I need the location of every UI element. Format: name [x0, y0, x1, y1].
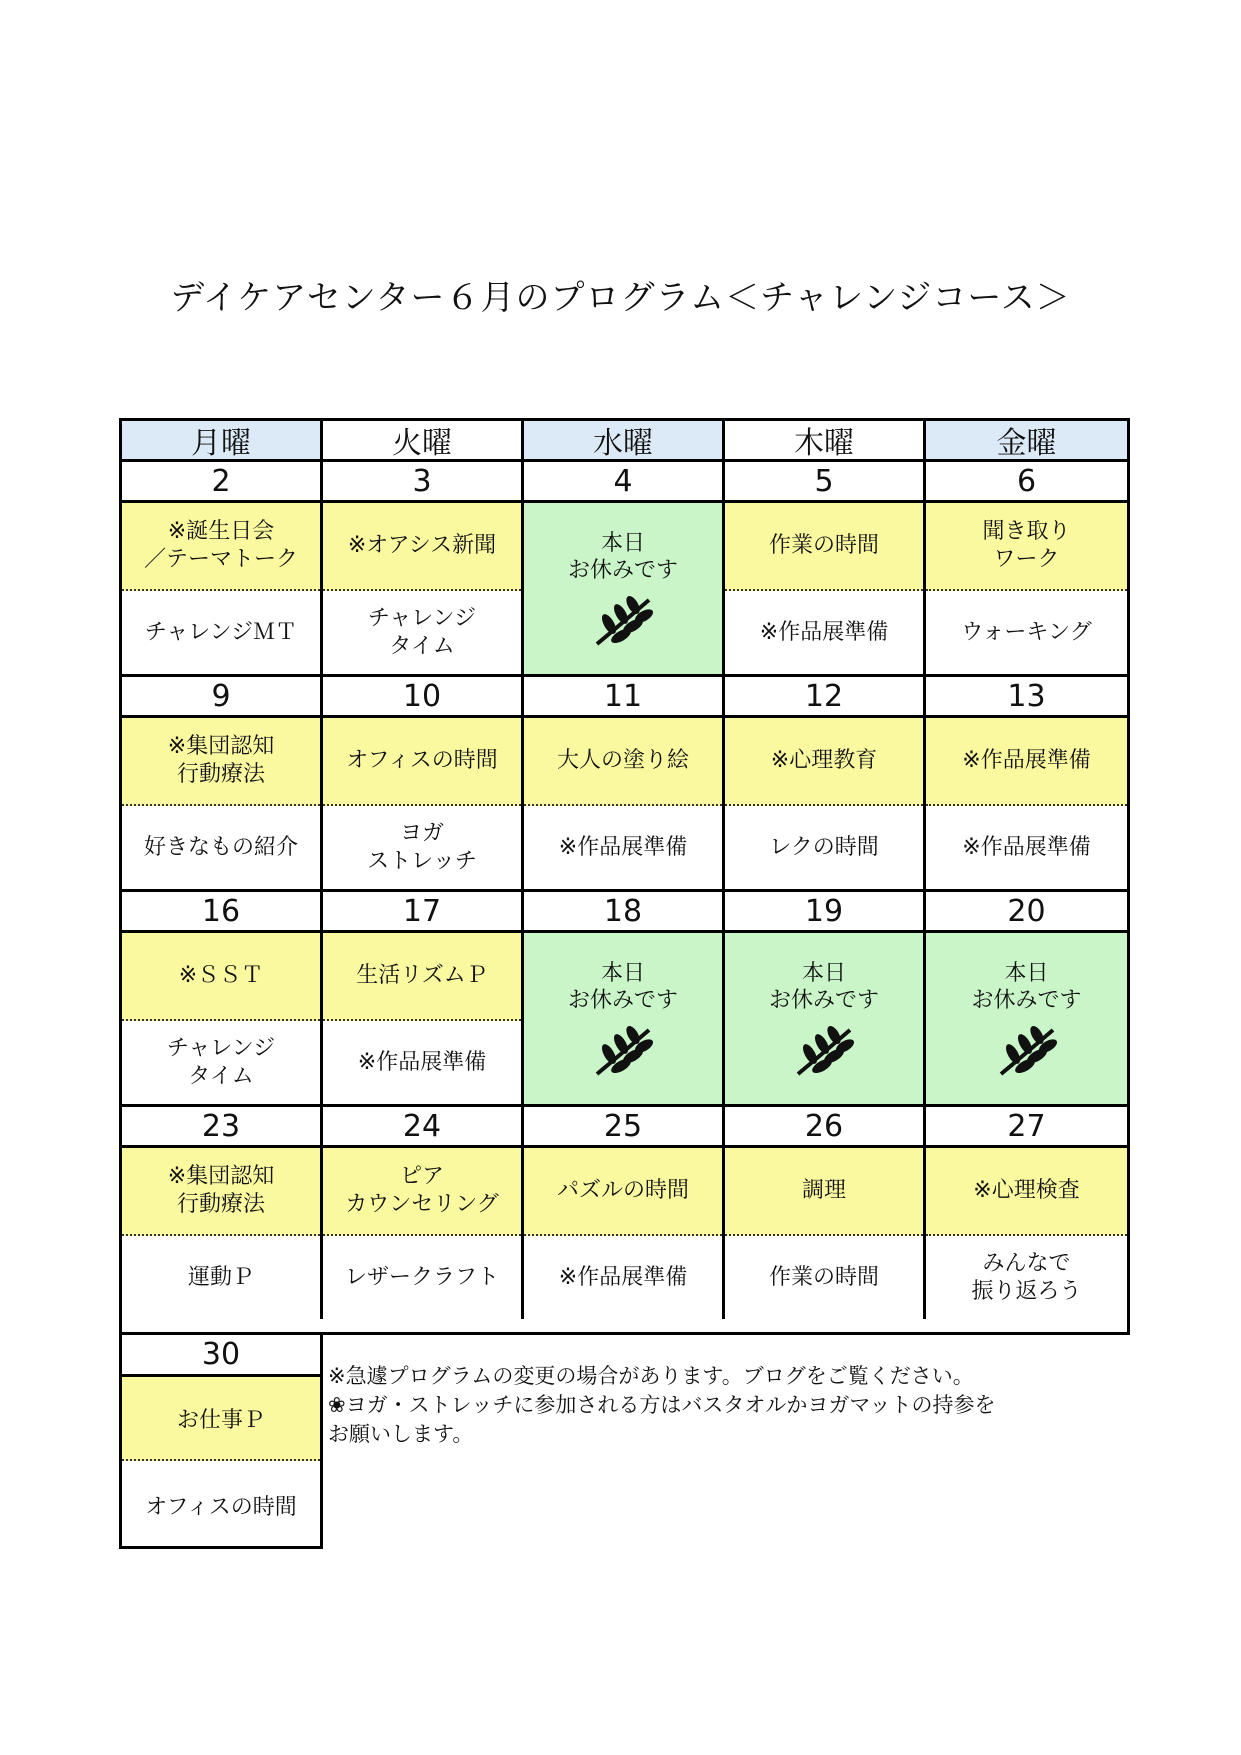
afternoon-program: レクの時間	[769, 834, 879, 860]
leaf-icon	[792, 1024, 856, 1078]
morning-program: ※集団認知 行動療法	[122, 1148, 320, 1236]
afternoon-program: ※作品展準備	[558, 1264, 688, 1290]
closed-day	[926, 933, 1127, 1104]
morning-program: ※作品展準備	[926, 718, 1127, 806]
afternoon-program: 作業の時間	[768, 1264, 879, 1290]
notes	[328, 1362, 996, 1449]
day-number: 4	[524, 462, 725, 500]
closed-label: お休みです	[567, 987, 678, 1013]
afternoon-program: ヨガ ストレッチ	[367, 820, 477, 874]
leaf-icon	[591, 594, 655, 648]
weekday-header: 火曜	[323, 421, 524, 459]
closed-day	[524, 933, 725, 1104]
day-number: 19	[725, 892, 926, 930]
note-line: ❀ヨガ・ストレッチに参加される方はバスタオルかヨガマットの持参を	[328, 1393, 996, 1417]
weekday-header: 金曜	[926, 421, 1127, 459]
day-number: 16	[122, 892, 323, 930]
note-line: お願いします。	[328, 1422, 474, 1446]
morning-program: ※オアシス新聞	[323, 503, 521, 591]
closed-day	[725, 933, 926, 1104]
closed-label: 本日	[600, 960, 645, 986]
afternoon-program: ※作品展準備	[759, 619, 889, 645]
weekday-header-row	[122, 421, 1127, 459]
morning-program: ※心理検査	[926, 1148, 1127, 1236]
day-number: 25	[524, 1107, 725, 1145]
note-line: ※急遽プログラムの変更の場合があります。ブログをご覧ください。	[328, 1364, 974, 1388]
afternoon-program: 好きなもの紹介	[143, 834, 298, 860]
afternoon-program: レザークラフト	[344, 1264, 499, 1290]
day-number: 9	[122, 677, 323, 715]
page-title: デイケアセンター６月のプログラム＜チャレンジコース＞	[170, 278, 1071, 318]
closed-label: お休みです	[971, 987, 1082, 1013]
day-number: 18	[524, 892, 725, 930]
closed-label: 本日	[801, 960, 846, 986]
day-number-row	[122, 462, 1127, 500]
day-number: 26	[725, 1107, 926, 1145]
morning-program: ピア カウンセリング	[323, 1148, 521, 1236]
afternoon-program: チャレンジＭＴ	[144, 619, 298, 645]
program-row	[122, 933, 1127, 1104]
afternoon-program: みんなで 振り返ろう	[971, 1250, 1082, 1304]
day-number: 10	[323, 677, 524, 715]
closed-label: 本日	[1004, 960, 1049, 986]
day-number: 3	[323, 462, 524, 500]
closed-label: お休みです	[768, 987, 879, 1013]
morning-program: パズルの時間	[524, 1148, 722, 1236]
program-row	[122, 503, 1127, 674]
morning-program: 大人の塗り絵	[524, 718, 722, 806]
day-number-row	[122, 677, 1127, 715]
weekday-header: 水曜	[524, 421, 725, 459]
morning-program: 調理	[725, 1148, 923, 1236]
morning-program: 聞き取り ワーク	[926, 503, 1127, 591]
afternoon-program: チャレンジ タイム	[166, 1035, 276, 1089]
leaf-icon	[995, 1024, 1059, 1078]
morning-program: ※心理教育	[725, 718, 923, 806]
day-number: 12	[725, 677, 926, 715]
morning-program: ※ＳＳＴ	[122, 933, 320, 1021]
morning-program: オフィスの時間	[323, 718, 521, 806]
afternoon-program: ※作品展準備	[962, 834, 1091, 860]
day-number: 5	[725, 462, 926, 500]
day-number: 13	[926, 677, 1127, 715]
calendar-table	[119, 418, 1130, 1335]
weekday-header: 月曜	[122, 421, 323, 459]
afternoon-program: 運動Ｐ	[187, 1264, 254, 1290]
afternoon-program: オフィスの時間	[145, 1494, 297, 1520]
day-number: 6	[926, 462, 1127, 500]
closed-label: 本日	[600, 530, 645, 556]
morning-program: お仕事Ｐ	[122, 1377, 320, 1461]
closed-day	[524, 503, 725, 674]
closed-label: お休みです	[567, 557, 678, 583]
day-number: 27	[926, 1107, 1127, 1145]
program-row	[122, 718, 1127, 889]
program-row	[122, 1148, 1127, 1319]
afternoon-program: ※作品展準備	[357, 1049, 487, 1075]
morning-program: ※誕生日会 ／テーマトーク	[122, 503, 320, 591]
leaf-icon	[591, 1024, 655, 1078]
morning-program: ※集団認知 行動療法	[122, 718, 320, 806]
day-number: 20	[926, 892, 1127, 930]
morning-program: 作業の時間	[725, 503, 923, 591]
afternoon-program: ウォーキング	[961, 619, 1092, 645]
day-number: 17	[323, 892, 524, 930]
day-number: 30	[122, 1335, 320, 1377]
day-number: 23	[122, 1107, 323, 1145]
extra-day-cell	[119, 1335, 323, 1549]
day-number-row	[122, 1107, 1127, 1145]
morning-program: 生活リズムＰ	[323, 933, 521, 1021]
afternoon-program: チャレンジ タイム	[367, 605, 477, 659]
day-number: 24	[323, 1107, 524, 1145]
weekday-header: 木曜	[725, 421, 926, 459]
day-number: 2	[122, 462, 323, 500]
day-number: 11	[524, 677, 725, 715]
afternoon-program: ※作品展準備	[558, 834, 688, 860]
day-number-row	[122, 892, 1127, 930]
